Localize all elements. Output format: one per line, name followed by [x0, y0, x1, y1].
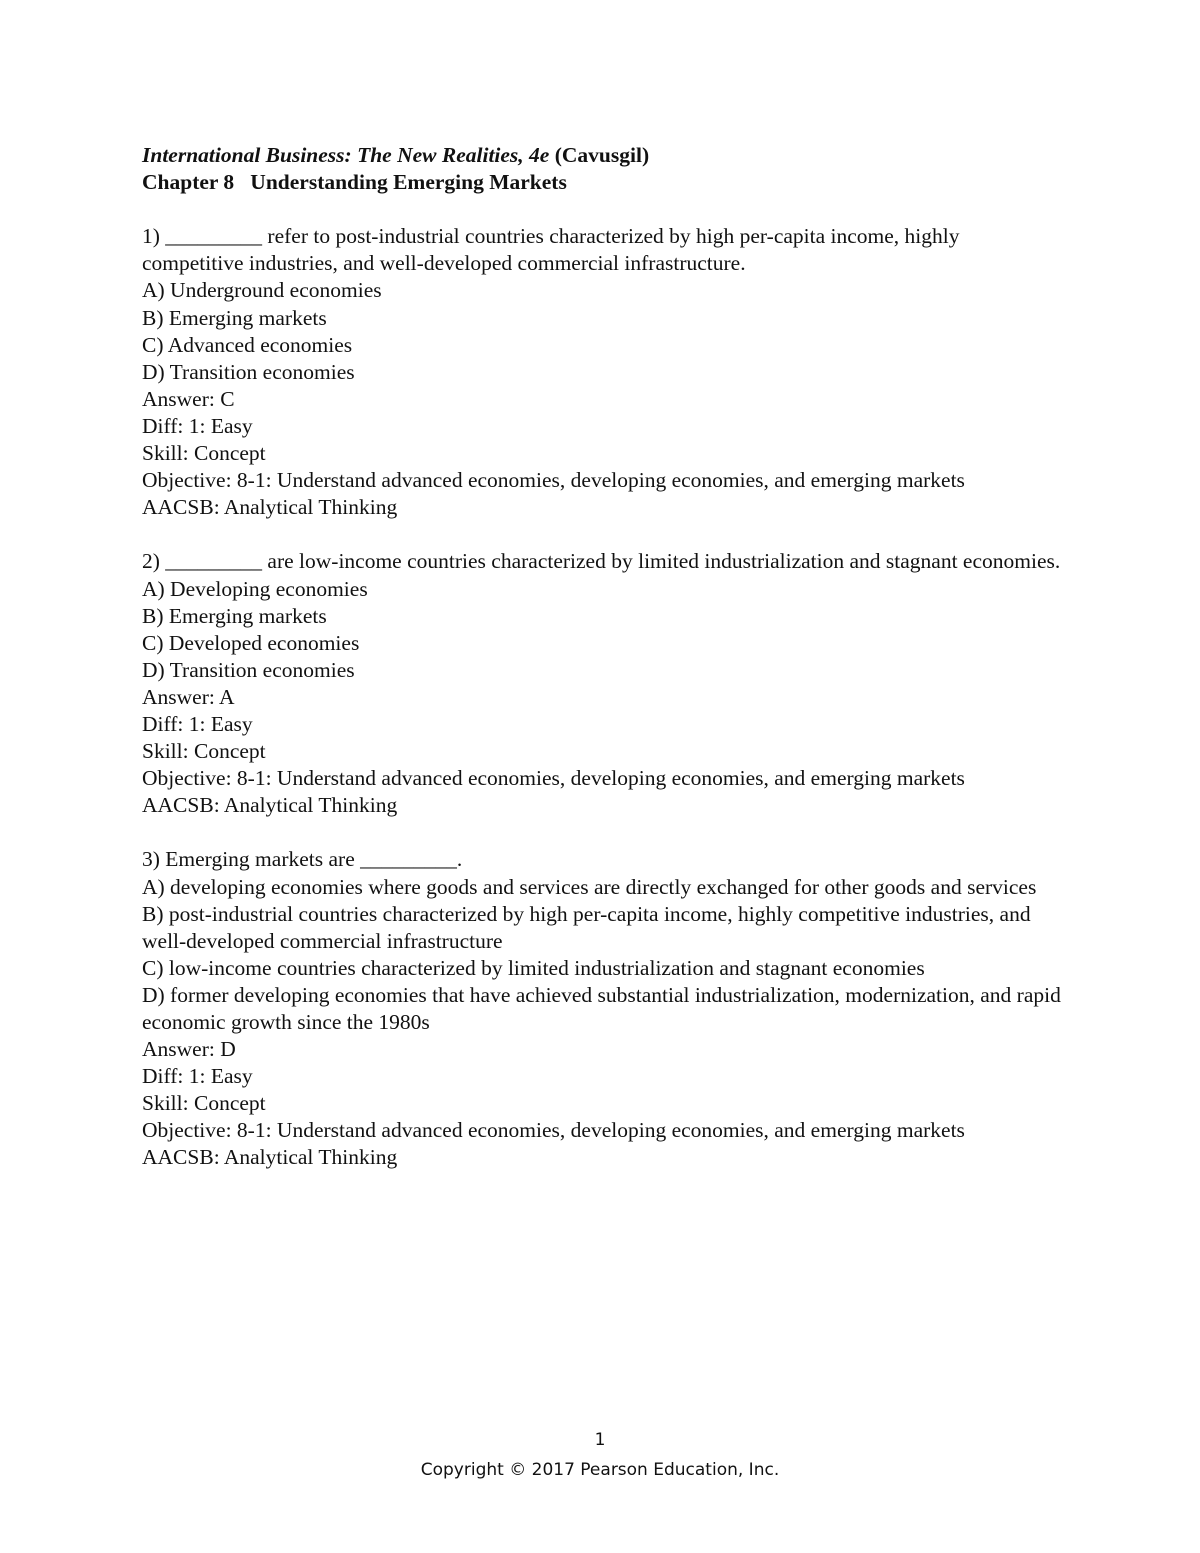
objective: Objective: 8-1: Understand advanced economies, developing economies, and emerging markets [142, 766, 965, 791]
option-d: D) former developing economies that have achieved substantial industrialization, modernization, and rapid economic growth since the 1980s [142, 982, 1061, 1034]
question-stem: 3) Emerging markets are _________. [142, 847, 463, 872]
question-stem: 1) _________ refer to post-industrial countries characterized by high per-capita income, highly competitive industries, and well-developed commercial infrastructure. [142, 224, 960, 276]
option-c: C) Developed economies [142, 630, 360, 655]
option-b: B) Emerging markets [142, 305, 327, 330]
book-author: (Cavusgil) [549, 143, 650, 167]
difficulty: Diff: 1: Easy [142, 711, 253, 736]
copyright-notice: Copyright © 2017 Pearson Education, Inc. [420, 1460, 780, 1480]
option-b: B) Emerging markets [142, 603, 327, 628]
skill: Skill: Concept [142, 1091, 266, 1116]
question-stem: 2) _________ are low-income countries characterized by limited industrialization and stagnant economies. [142, 549, 1061, 574]
option-c: C) Advanced economies [142, 332, 353, 357]
page-number: 1 [594, 1430, 606, 1450]
question-3 [142, 846, 1062, 1171]
skill: Skill: Concept [142, 739, 266, 764]
option-d: D) Transition economies [142, 657, 355, 682]
question-2 [142, 548, 1062, 819]
difficulty: Diff: 1: Easy [142, 413, 253, 438]
book-title-italic: International Business: The New Realities, 4e [142, 143, 550, 167]
option-a: A) Underground economies [142, 278, 382, 303]
answer: Answer: C [142, 386, 235, 411]
option-a: A) Developing economies [142, 576, 368, 601]
book-title [142, 142, 1062, 169]
answer: Answer: D [142, 1037, 236, 1062]
aacsb: AACSB: Analytical Thinking [142, 495, 398, 520]
objective: Objective: 8-1: Understand advanced economies, developing economies, and emerging markets [142, 1118, 965, 1143]
question-1 [142, 223, 1062, 521]
aacsb: AACSB: Analytical Thinking [142, 1145, 398, 1170]
difficulty: Diff: 1: Easy [142, 1064, 253, 1089]
aacsb: AACSB: Analytical Thinking [142, 793, 398, 818]
option-a: A) developing economies where goods and services are directly exchanged for other goods and services [142, 874, 1037, 899]
chapter-title: Chapter 8 Understanding Emerging Markets [142, 170, 567, 195]
option-c: C) low-income countries characterized by limited industrialization and stagnant economies [142, 955, 925, 980]
option-d: D) Transition economies [142, 359, 355, 384]
answer: Answer: A [142, 684, 235, 709]
page-content [142, 142, 1062, 1172]
option-b: B) post-industrial countries characterized by high per-capita income, highly competitive industries, and well-developed commercial infrastructure [142, 901, 1031, 953]
objective: Objective: 8-1: Understand advanced economies, developing economies, and emerging markets [142, 468, 965, 493]
skill: Skill: Concept [142, 441, 266, 466]
